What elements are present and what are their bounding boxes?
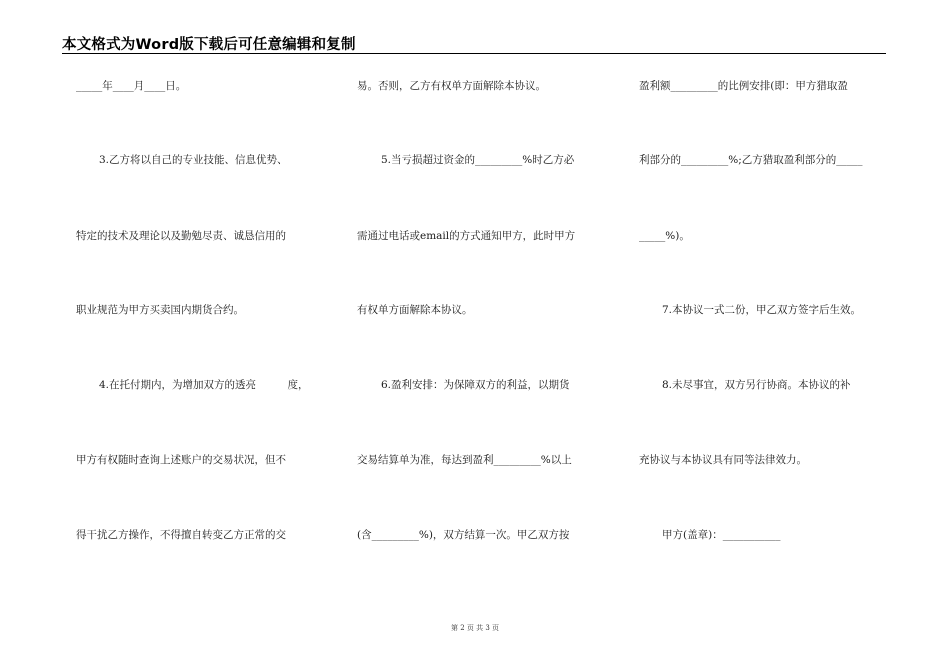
column-1-line-2: 3.乙方将以自己的专业技能、信息优势、 bbox=[99, 154, 288, 166]
column-2-line-4: 有权单方面解除本协议。 bbox=[357, 304, 473, 316]
column-2-line-3: 需通过电话或email的方式通知甲方，此时甲方 bbox=[357, 230, 576, 242]
column-3-line-2: 利部分的_________%;乙方猎取盈利部分的_____ bbox=[639, 154, 863, 166]
column-1-line-6: 甲方有权随时查询上述账户的交易状况，但不 bbox=[76, 454, 286, 466]
column-3-line-1: 盈利额_________的比例安排(即：甲方猎取盈 bbox=[639, 80, 848, 92]
column-1-line-1: _____年____月____日。 bbox=[76, 80, 187, 92]
column-2-line-2: 5.当亏损超过资金的_________%时乙方必 bbox=[381, 154, 575, 166]
column-1-line-5: 4.在托付期内，为增加双方的透亮 度， bbox=[99, 379, 309, 391]
column-3-line-6: 充协议与本协议具有同等法律效力。 bbox=[639, 454, 807, 466]
column-1-line-3: 特定的技术及理论以及勤勉尽责、诚恳信用的 bbox=[76, 230, 286, 242]
column-3-line-7: 甲方(盖章)：___________ bbox=[662, 529, 781, 541]
column-1-line-7: 得干扰乙方操作，不得擅自转变乙方正常的交 bbox=[76, 529, 286, 541]
column-2-line-7: (含_________%)，双方结算一次。甲乙双方按 bbox=[357, 529, 570, 541]
page-header-title: 本文格式为Word版下载后可任意编辑和复制 bbox=[62, 37, 356, 53]
column-2-line-5: 6.盈利安排：为保障双方的利益，以期货 bbox=[381, 379, 570, 391]
column-2-line-6: 交易结算单为准，每达到盈利_________%以上 bbox=[357, 454, 572, 466]
column-1-line-4: 职业规范为甲方买卖国内期货合约。 bbox=[76, 304, 244, 316]
page-number-footer: 第 2 页 共 3 页 bbox=[450, 624, 500, 632]
column-2-line-1: 易。否则，乙方有权单方面解除本协议。 bbox=[357, 80, 546, 92]
header-divider bbox=[62, 53, 886, 54]
column-3-line-5: 8.未尽事宜，双方另行协商。本协议的补 bbox=[662, 379, 851, 391]
column-3-line-3: _____%)。 bbox=[639, 230, 690, 242]
column-3-line-4: 7.本协议一式二份，甲乙双方签字后生效。 bbox=[662, 304, 862, 316]
